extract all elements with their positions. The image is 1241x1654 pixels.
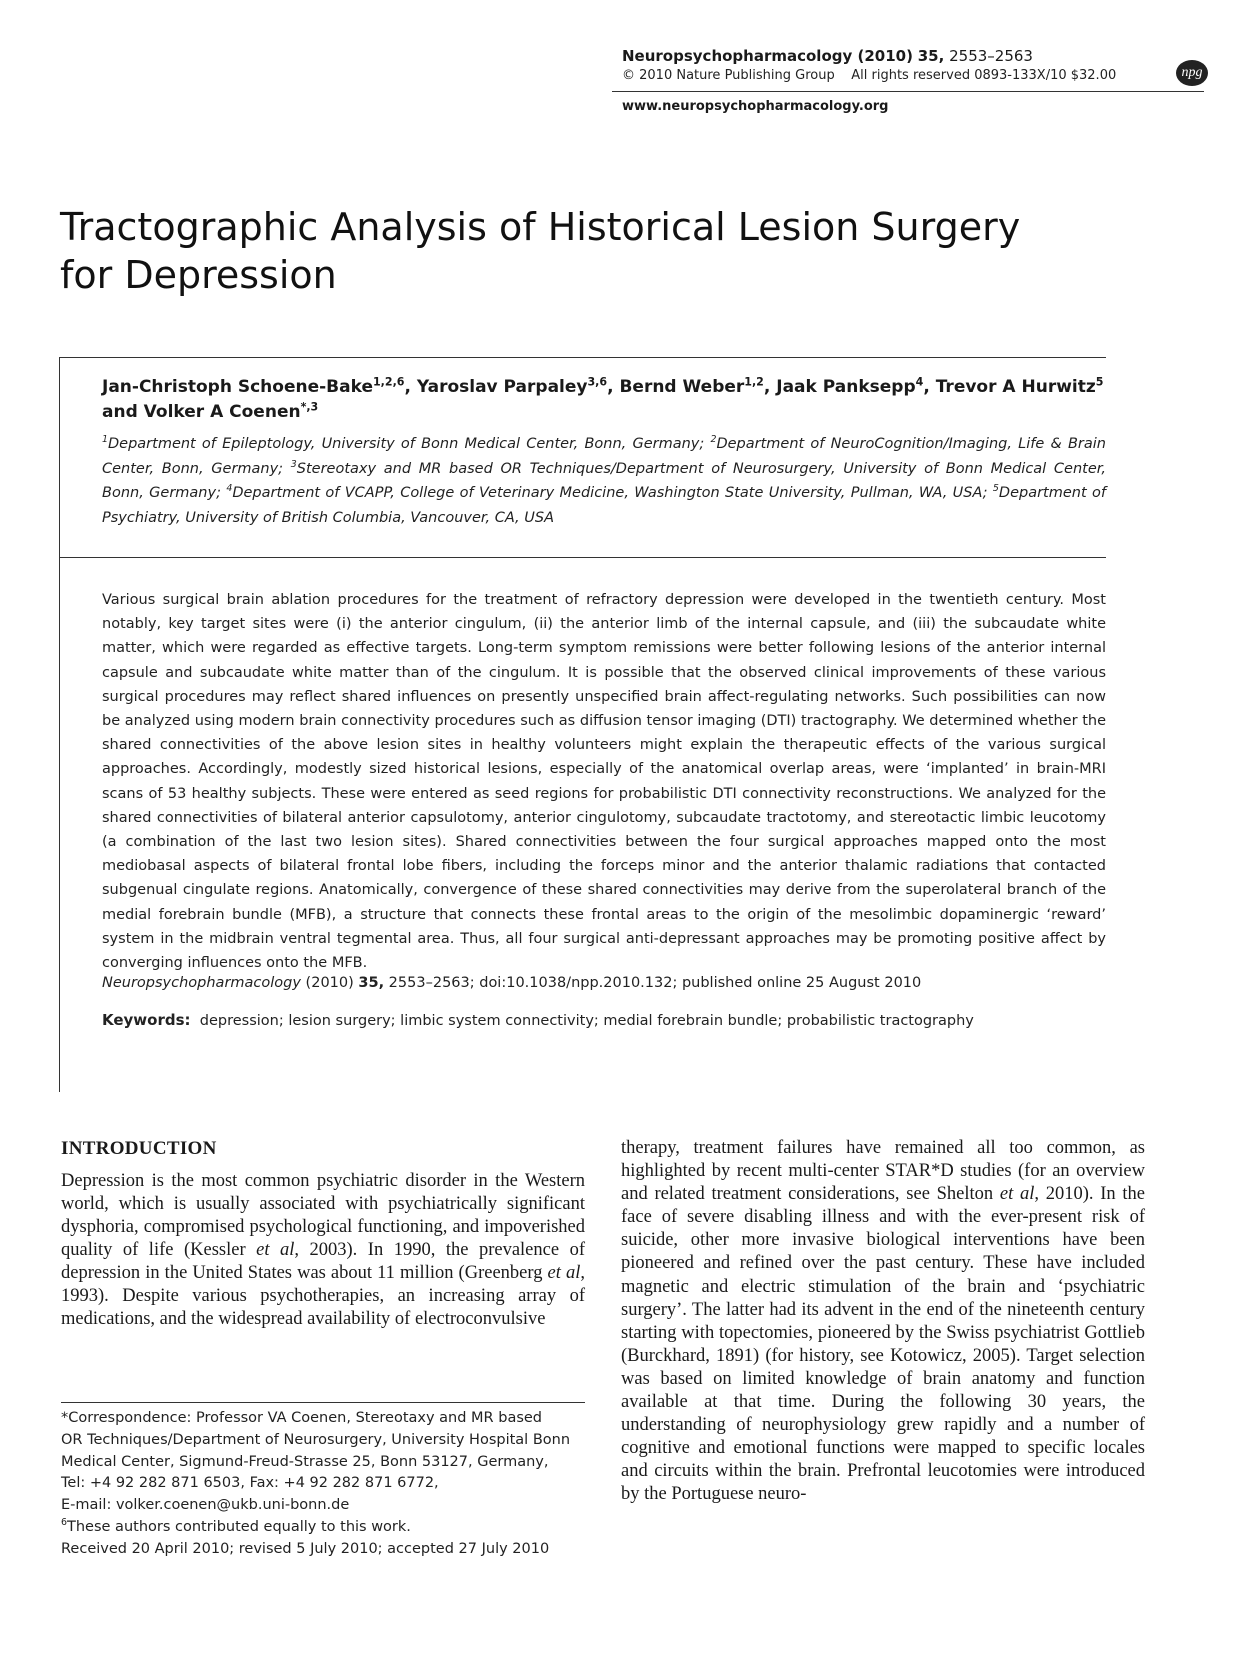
section-heading-introduction: INTRODUCTION — [61, 1138, 217, 1159]
body-italic: et al — [547, 1263, 581, 1283]
citation-volume: 35, — [358, 975, 385, 991]
correspondence-line: Medical Center, Sigmund-Freud-Strasse 25, Bonn 53127, Germany, — [61, 1453, 549, 1470]
body-text: , 2003). In 1990, the prevalence of depression in the United States was about 11 million (Greenberg — [61, 1240, 585, 1283]
journal-volume: 35, — [917, 47, 945, 65]
author: Yaroslav Parpaley$^{3,6}$, — [416, 375, 620, 397]
keywords-text: depression; lesion surgery; limbic system connectivity; medial forebrain bundle; probabilistic tractography — [199, 1013, 974, 1029]
correspondence-line: OR Techniques/Department of Neurosurgery, University Hospital Bonn — [61, 1431, 571, 1448]
author-block-bottom-rule — [59, 557, 1106, 558]
title-line-2: for Depression — [60, 253, 337, 297]
keywords — [102, 1011, 1106, 1029]
journal-name: Neuropsychopharmacology (2010) — [622, 47, 913, 65]
citation-journal: Neuropsychopharmacology — [102, 975, 301, 991]
equal-contribution-note: $^6$These authors contributed equally to this work. — [61, 1517, 411, 1535]
citation-year: (2010) — [300, 975, 359, 991]
journal-pages: 2553–2563 — [949, 47, 1033, 65]
body-text: Depression is the most common psychiatric disorder in the Western world, which is usually associated with psychiatrically significant dysphoria, compromised psychological functioning, and impoverished quality of life (Kessler — [61, 1171, 585, 1260]
citation-details[interactable]: 2553–2563; doi:10.1038/npp.2010.132; published online 25 August 2010 — [384, 975, 922, 991]
body-column-left — [61, 1170, 585, 1331]
article-title — [60, 203, 1060, 299]
affiliation: Department of NeuroCognition/Imaging, Life & Brain Center, Bonn, Germany; — [102, 436, 1106, 477]
copyright-text: © 2010 Nature Publishing Group — [622, 68, 835, 83]
author: Bernd Weber$^{1,2}$, — [619, 375, 777, 397]
body-italic: et al — [999, 1184, 1035, 1205]
header-divider — [612, 91, 1204, 92]
author: and Volker A Coenen$^{*,3}$ — [102, 400, 319, 422]
affiliation: Stereotaxy and MR based OR Techniques/Department of Neurosurgery, University of Bonn Medical Center, Bonn, Germany; — [102, 460, 1106, 501]
correspondence-line: *Correspondence: Professor VA Coenen, Stereotaxy and MR based — [61, 1410, 543, 1426]
npg-logo: npg — [1176, 60, 1208, 86]
author: Trevor A Hurwitz$^5$ — [935, 375, 1104, 397]
received-dates: Received 20 April 2010; revised 5 July 2010; accepted 27 July 2010 — [61, 1540, 550, 1557]
title-line-1: Tractographic Analysis of Historical Lesion Surgery — [60, 205, 1021, 249]
keywords-label: Keywords: — [102, 1011, 191, 1029]
body-text: , 1993). Despite various psychotherapies, an increasing array of medications, and the widespread availability of electroconvulsive — [61, 1263, 585, 1329]
affiliations: $^1$Department of Epileptology, University of Bonn Medical Center, Bonn, Germany; $^2$Department of NeuroCognition/Imaging, Life & Brain Center, Bonn, Germany; $^3$Stereotaxy and MR based OR Techniques/Department of Neurosurgery, University of Bonn Medical Center, Bonn, Germany; $^4$Department of VCAPP, College of Veterinary Medicine, Washington State University, Pullman, WA, USA; $^5$Department of Psychiatry, University of British Columbia, Vancouver, CA, USA — [102, 434, 1107, 526]
footnotes — [61, 1408, 585, 1561]
body-text: therapy, treatment failures have remained all too common, as highlighted by recent multi-center STAR*D studies (for an overview and related treatment considerations, see Shelton — [621, 1138, 1145, 1205]
affiliation: Department of Epileptology, University of Bonn Medical Center, Bonn, Germany; — [108, 436, 711, 452]
abstract: Various surgical brain ablation procedures for the treatment of refractory depression were developed in the twentieth century. Most notably, key target sites were (i) the anterior cingulum, (ii) the anterior limb of the internal capsule, and (iii) the subcaudate white matter, which were regarded as effective targets. Long-term symptom remissions were better following lesions of the anterior internal capsule and subcaudate white matter than of the cingulum. It is possible that the observed clinical improvements of these various surgical procedures may reflect shared influences on presently unspecified brain affect-regulating networks. Such possibilities can now be analyzed using modern brain connectivity procedures such as diffusion tensor imaging (DTI) tractography. We determined whether the shared connectivities of the above lesion sites in healthy volunteers might explain the therapeutic effects of the various surgical approaches. Accordingly, modestly sized historical lesions, especially of the anatomical overlap areas, were ‘implanted’ in brain-MRI scans of 53 healthy subjects. These were entered as seed regions for probabilistic DTI connectivity reconstructions. We analyzed for the shared connectivities of bilateral anterior capsulotomy, anterior cingulotomy, subcaudate tractotomy, and stereotactic limbic leucotomy (a combination of the last two lesion sites). Shared connectivities between the four surgical approaches mapped onto the most mediobasal aspects of bilateral frontal lobe fibers, including the forceps minor and the anterior thalamic radiations that contacted subgenual cingulate regions. Anatomically, convergence of these shared connectivities may derive from the superolateral branch of the medial forebrain bundle (MFB), a structure that connects these frontal areas to the origin of the mesolimbic dopaminergic ‘reward’ system in the midbrain ventral tegmental area. Thus, all four surgical anti-depressant approaches may be promoting positive affect by converging influences onto the MFB. — [102, 592, 1106, 972]
article-citation — [102, 975, 1106, 991]
journal-citation-header — [622, 47, 1033, 65]
author: Jan-Christoph Schoene-Bake$^{1,2,6}$, — [102, 375, 417, 397]
body-text: , 2010). In the face of severe disabling illness and with the ever-present risk of suicide, other more invasive biological interventions have been pioneered and refined over the past century. These have included magnetic and electric stimulation of the brain and ‘psychiatric surgery’. The latter had its advent in the end of the nineteenth century starting with topectomies, pioneered by the Swiss psychiatrist Gottlieb (Burckhard, 1891) (for history, see Kotowicz, 2005). Target selection was based on limited knowledge of brain anatomy and function available at that time. During the following 30 years, the understanding of neurophysiology grew rapidly and a number of cognitive and emotional functions were mapped to specific locales and circuits within the brain. Prefrontal leucotomies were introduced by the Portuguese neuro- — [621, 1184, 1145, 1505]
author-block-left-rule — [59, 357, 60, 1092]
author: Jaak Panksepp$^4$, — [776, 375, 936, 397]
author-block-top-rule — [59, 357, 1106, 358]
rights-text: All rights reserved 0893-133X/10 $32.00 — [851, 68, 1117, 83]
body-italic: et al — [256, 1240, 295, 1260]
affiliation: Department of Psychiatry, University of British Columbia, Vancouver, CA, USA — [102, 485, 1107, 526]
affiliation: Department of VCAPP, College of Veterinary Medicine, Washington State University, Pullman, WA, USA; — [232, 485, 993, 501]
journal-url[interactable]: www.neuropsychopharmacology.org — [622, 99, 889, 114]
author-list — [102, 375, 1106, 425]
correspondence-email[interactable]: E-mail: volker.coenen@ukb.uni-bonn.de — [61, 1497, 350, 1514]
footnote-divider — [61, 1402, 585, 1403]
correspondence-line: Tel: +4 92 282 871 6503, Fax: +4 92 282 871 6772, — [61, 1475, 439, 1492]
copyright-line — [622, 68, 1116, 83]
body-column-right — [621, 1137, 1145, 1507]
